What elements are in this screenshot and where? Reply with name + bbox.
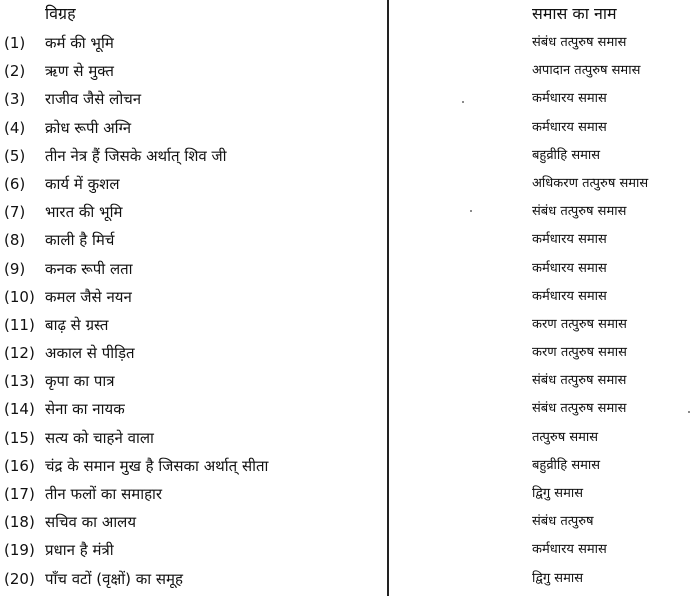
vigrah-text: क्रोध रूपी अग्नि	[45, 118, 132, 137]
samas-name: संबंध तत्पुरुष समास	[532, 401, 627, 417]
samas-rows	[0, 30, 694, 594]
vigrah-text: काली है मिर्च	[45, 231, 115, 250]
row-number: (7)	[4, 203, 26, 222]
vigrah-text: तीन फलों का समाहार	[45, 485, 163, 503]
vigrah-text: तीन नेत्र हैं जिसके अर्थात् शिव जी	[45, 146, 227, 165]
table-row	[0, 115, 694, 143]
samas-name: करण तत्पुरुष समास	[532, 345, 627, 361]
row-number: (4)	[4, 118, 26, 137]
samas-name: द्विगु समास	[532, 486, 584, 501]
row-number: (12)	[4, 344, 35, 363]
row-number: (3)	[4, 90, 26, 109]
table-row	[0, 396, 694, 424]
row-number: (9)	[4, 259, 26, 278]
row-number: (2)	[4, 62, 26, 81]
table-row	[0, 30, 694, 58]
vigrah-text: प्रधान है मंत्री	[45, 541, 114, 560]
samas-name: द्विगु समास	[532, 570, 584, 586]
samas-name: कर्मधारय समास	[532, 542, 607, 558]
table-row	[0, 566, 694, 594]
samas-name: कर्मधारय समास	[532, 288, 607, 304]
table-row	[0, 284, 694, 312]
samas-name: कर्मधारय समास	[532, 119, 607, 135]
vigrah-text: कमल जैसे नयन	[45, 287, 132, 306]
vigrah-text: कार्य में कुशल	[45, 174, 120, 193]
samas-name: तत्पुरुष समास	[532, 429, 599, 445]
row-number: (6)	[4, 174, 26, 193]
table-row	[0, 453, 694, 481]
table-row	[0, 58, 694, 86]
vigrah-header: विग्रह	[45, 4, 76, 23]
row-number: (1)	[4, 34, 26, 52]
samas-name: कर्मधारय समास	[532, 260, 607, 276]
vigrah-text: चंद्र के समान मुख है जिसका अर्थात् सीता	[45, 456, 269, 475]
samas-name: बहुव्रीहि समास	[532, 457, 601, 473]
row-number: (10)	[4, 287, 35, 306]
vigrah-text: सेना का नायक	[45, 400, 125, 419]
table-row	[0, 86, 694, 114]
row-number: (14)	[4, 400, 35, 419]
table-row	[0, 425, 694, 453]
table-row	[0, 340, 694, 368]
row-number: (11)	[4, 315, 35, 334]
samas-name: करण तत्पुरुष समास	[532, 316, 627, 332]
row-number: (16)	[4, 456, 35, 475]
table-row	[0, 171, 694, 199]
table-row	[0, 256, 694, 284]
row-number: (19)	[4, 541, 35, 560]
samas-name: संबंध तत्पुरुष	[532, 514, 594, 530]
samas-name: संबंध तत्पुरुष समास	[532, 204, 627, 220]
samas-name: कर्मधारय समास	[532, 91, 607, 107]
table-row	[0, 537, 694, 565]
table-row	[0, 481, 694, 509]
row-number: (20)	[4, 569, 35, 588]
samas-name-header: समास का नाम	[532, 4, 617, 23]
table-row	[0, 143, 694, 171]
vigrah-text: कनक रूपी लता	[45, 259, 133, 278]
samas-name: बहुव्रीहि समास	[532, 147, 601, 163]
vigrah-text: भारत की भूमि	[45, 203, 123, 222]
row-number: (18)	[4, 513, 35, 532]
vigrah-text: पाँच वटों (वृक्षों) का समूह	[45, 569, 183, 588]
vigrah-text: राजीव जैसे लोचन	[45, 90, 142, 109]
vigrah-text: सचिव का आलय	[45, 513, 137, 532]
samas-name: संबंध तत्पुरुष समास	[532, 35, 627, 50]
table-row	[0, 312, 694, 340]
row-number: (13)	[4, 372, 35, 391]
table-row	[0, 509, 694, 537]
vigrah-text: कृपा का पात्र	[45, 372, 115, 391]
samas-name: अधिकरण तत्पुरुष समास	[532, 175, 649, 191]
samas-name: संबंध तत्पुरुष समास	[532, 373, 627, 389]
vigrah-text: सत्य को चाहने वाला	[45, 428, 154, 447]
row-number: (17)	[4, 485, 35, 503]
row-number: (5)	[4, 146, 26, 165]
vigrah-text: बाढ़ से ग्रस्त	[45, 315, 109, 334]
table-row	[0, 368, 694, 396]
samas-name: अपादान तत्पुरुष समास	[532, 63, 641, 79]
vigrah-text: ऋण से मुक्त	[45, 62, 114, 81]
table-row	[0, 227, 694, 255]
samas-name: कर्मधारय समास	[532, 232, 607, 248]
row-number: (15)	[4, 428, 35, 447]
table-row	[0, 199, 694, 227]
vigrah-text: कर्म की भूमि	[45, 34, 114, 52]
vigrah-text: अकाल से पीड़ित	[45, 344, 135, 363]
row-number: (8)	[4, 231, 26, 250]
